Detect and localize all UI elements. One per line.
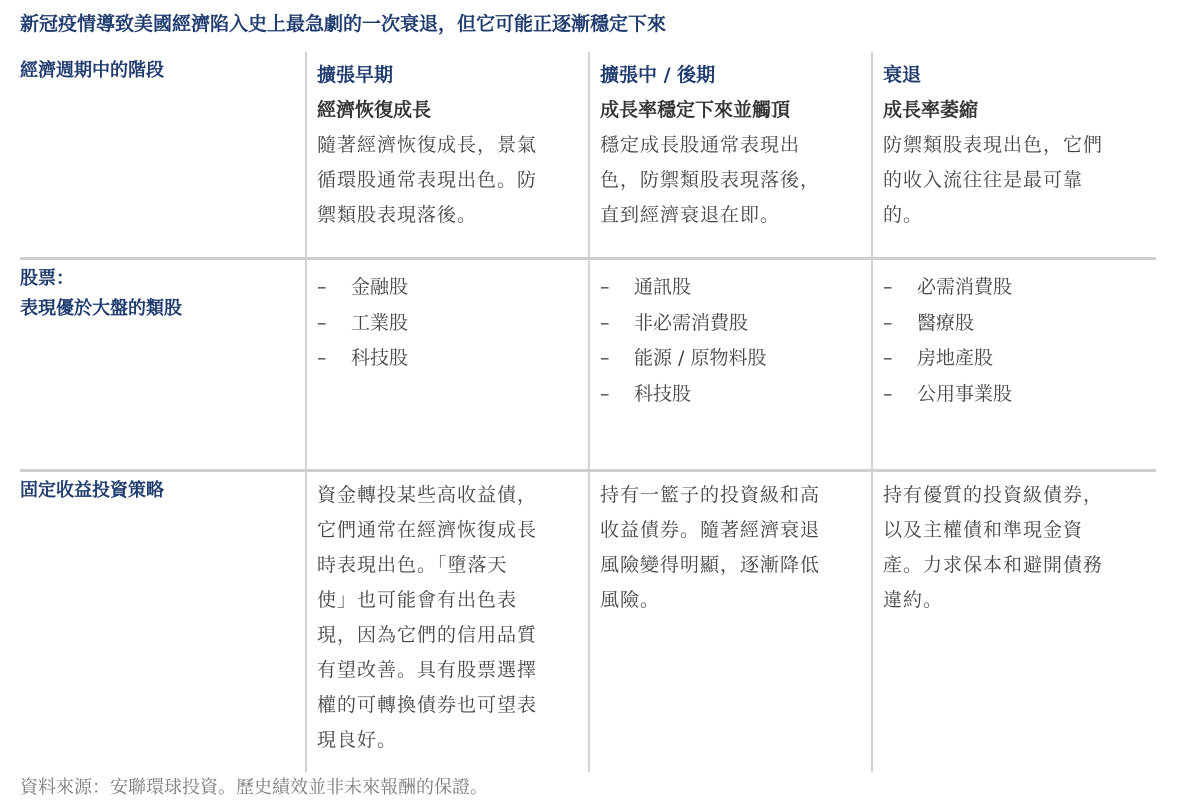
- sector-name: 科技股: [634, 382, 692, 405]
- stage-name: 擴張早期: [317, 64, 394, 86]
- text-line: 使」也可能會有出色表: [317, 589, 518, 611]
- stage-subtitle: 成長率萎縮: [883, 99, 979, 121]
- list-item: [317, 341, 576, 377]
- text-line: 產。力求保本和避開債務: [883, 554, 1104, 576]
- text-line: 現良好。: [317, 729, 398, 751]
- text-line: 循環股通常表現出色。防: [317, 169, 538, 191]
- stage-description: [883, 128, 1142, 233]
- text-line: 以及主權債和準現金資: [883, 519, 1084, 541]
- sector-name: 通訊股: [634, 276, 692, 298]
- page-title: 新冠疫情導致美國經濟陷入史上最急劇的一次衰退，但它可能正逐漸穩定下來: [20, 13, 667, 35]
- sector-name: 金融股: [351, 276, 409, 298]
- list-item: [600, 377, 859, 413]
- text-line: 持有優質的投資級債券，: [883, 484, 1104, 506]
- list-item: [600, 270, 859, 306]
- stage-name: 擴張中 / 後期: [600, 64, 716, 86]
- equities-label-line: 表現優於大盤的類股: [20, 298, 182, 319]
- mid-late-expansion-stage-cell: [588, 52, 871, 257]
- sector-name: 能源 / 原物料股: [634, 347, 767, 369]
- dash-bullet: –: [600, 347, 610, 369]
- text-line: 收益債券。隨著經濟衰退: [600, 519, 821, 541]
- text-line: 資金轉投某些高收益債，: [317, 484, 538, 506]
- text-line: 它們通常在經濟恢復成長: [317, 519, 538, 541]
- text-line: 禦類股表現落後。: [317, 204, 478, 226]
- sector-name: 公用事業股: [917, 382, 1013, 405]
- fixed-income-description: [317, 478, 576, 758]
- text-line: 直到經濟衰退在即。: [600, 204, 781, 226]
- text-line: 防禦類股表現出色，它們: [883, 134, 1104, 156]
- text-line: 的收入流往往是最可靠: [883, 169, 1084, 191]
- recession-fixed-income-cell: [871, 472, 1154, 772]
- list-item: [600, 341, 859, 377]
- equities-row-header: [0, 260, 305, 469]
- text-line: 風險。: [600, 589, 661, 611]
- sector-name: 工業股: [351, 311, 409, 334]
- fixed-income-description: [600, 478, 859, 618]
- dash-bullet: –: [600, 311, 610, 334]
- text-line: 有望改善。具有股票選擇: [317, 659, 538, 681]
- list-item: [600, 306, 859, 342]
- sector-name: 非必需消費股: [634, 311, 749, 334]
- text-line: 違約。: [883, 589, 944, 611]
- dash-bullet: –: [317, 311, 327, 334]
- dash-bullet: –: [600, 276, 610, 298]
- dash-bullet: –: [883, 382, 893, 405]
- text-line: 隨著經濟恢復成長，景氣: [317, 134, 538, 156]
- dash-bullet: –: [883, 311, 893, 334]
- sector-name: 科技股: [351, 347, 409, 369]
- economic-cycle-table: [0, 52, 1179, 772]
- text-line: 持有一籃子的投資級和高: [600, 484, 821, 506]
- dash-bullet: –: [600, 382, 610, 405]
- list-item: [883, 341, 1142, 377]
- stage-name: 衰退: [883, 64, 922, 86]
- stage-row-header: [0, 52, 305, 257]
- recession-stage-cell: [871, 52, 1154, 257]
- source-note: 資料來源：安聯環球投資。歷史績效並非未來報酬的保證。: [20, 777, 488, 798]
- mid-late-expansion-sectors-cell: [588, 260, 871, 469]
- list-item: [883, 270, 1142, 306]
- early-expansion-stage-cell: [305, 52, 588, 257]
- text-line: 色，防禦類股表現落後，: [600, 169, 821, 191]
- list-item: [883, 306, 1142, 342]
- stage-subtitle: 成長率穩定下來並觸頂: [600, 99, 791, 121]
- sector-name: 醫療股: [917, 311, 975, 334]
- text-line: 穩定成長股通常表現出: [600, 134, 801, 156]
- equities-row-label: [20, 264, 305, 324]
- fixed-income-row-label: 固定收益投資策略: [20, 480, 164, 501]
- text-line: 的。: [883, 204, 924, 226]
- dash-bullet: –: [317, 276, 327, 298]
- list-item: [317, 270, 576, 306]
- text-line: 時表現出色。「墮落天: [317, 554, 508, 576]
- text-line: 現，因為它們的信用品質: [317, 624, 538, 646]
- list-item: [317, 306, 576, 342]
- dash-bullet: –: [317, 347, 327, 369]
- dash-bullet: –: [883, 347, 893, 369]
- sector-name: 房地產股: [917, 347, 994, 369]
- equities-row: [0, 260, 1156, 469]
- equities-label-line: 股票：: [20, 268, 74, 289]
- fixed-income-description: [883, 478, 1142, 618]
- sector-list: [600, 266, 859, 412]
- stage-row: [0, 52, 1156, 257]
- sector-list: [883, 266, 1142, 412]
- dash-bullet: –: [883, 276, 893, 298]
- stage-description: [600, 128, 859, 233]
- text-line: 權的可轉換債券也可望表: [317, 694, 538, 716]
- mid-late-expansion-fixed-income-cell: [588, 472, 871, 772]
- fixed-income-row: [0, 472, 1156, 772]
- recession-sectors-cell: [871, 260, 1154, 469]
- early-expansion-fixed-income-cell: [305, 472, 588, 772]
- early-expansion-sectors-cell: [305, 260, 588, 469]
- stage-row-label: 經濟週期中的階段: [20, 60, 164, 81]
- sector-list: [317, 266, 576, 377]
- stage-subtitle: 經濟恢復成長: [317, 99, 432, 121]
- sector-name: 必需消費股: [917, 276, 1013, 298]
- text-line: 風險變得明顯，逐漸降低: [600, 554, 821, 576]
- stage-description: [317, 128, 576, 233]
- list-item: [883, 377, 1142, 413]
- fixed-income-row-header: [0, 472, 305, 772]
